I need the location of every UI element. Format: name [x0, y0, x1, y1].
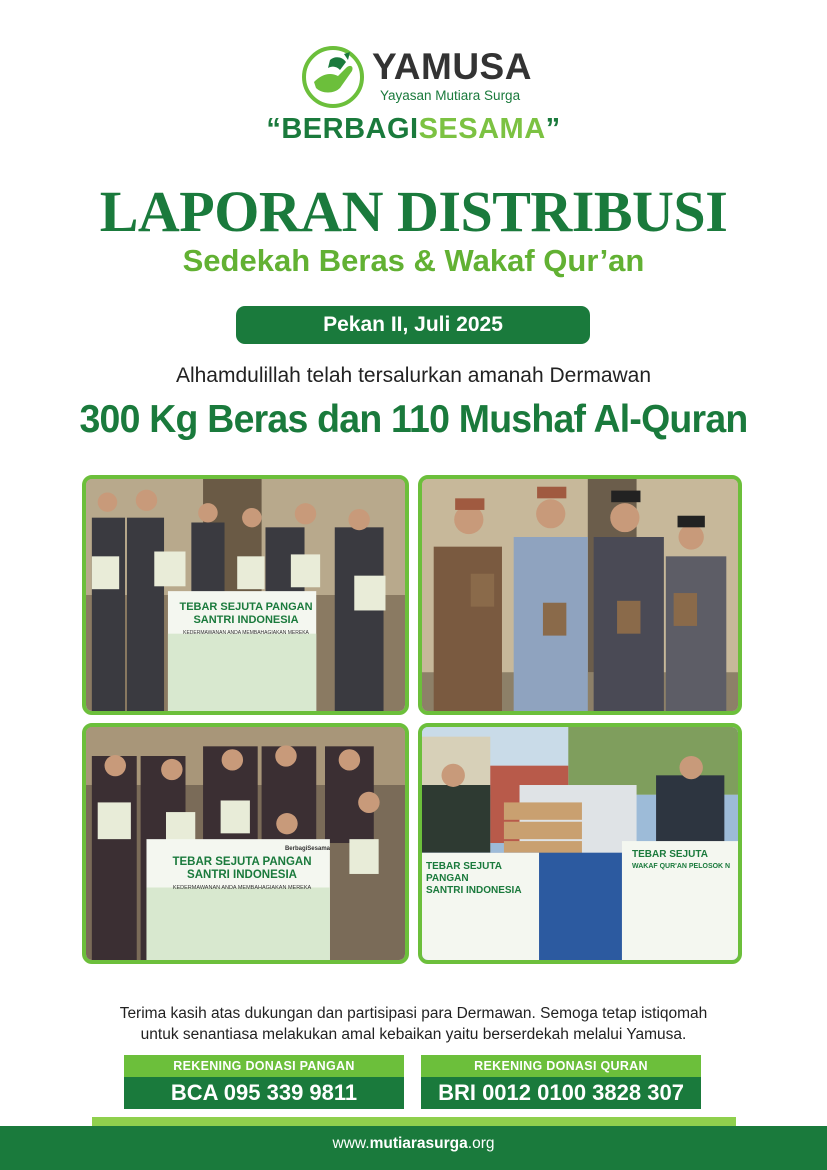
account-quran: [421, 1055, 701, 1109]
tagline-word-1: BERBAGI: [281, 113, 419, 145]
thanks-line-2: untuk senantiasa melakukan amal kebaikan yaitu berserdekah melalui Yamusa.: [140, 1026, 687, 1043]
banner-line-1: TEBAR SEJUTA PANGAN: [179, 601, 313, 613]
brand-name: YAMUSA: [372, 46, 532, 87]
banner-left-line-2: SANTRI INDONESIA: [426, 885, 522, 896]
banner-line-3: KEDERMAWANAN ANDA MEMBAHAGIAKAN MEREKA: [172, 885, 312, 891]
banner-line-1: TEBAR SEJUTA PANGAN: [172, 856, 312, 868]
banner-left-text: [426, 861, 542, 897]
tagline-word-2: SESAMA: [418, 113, 546, 145]
thanks-line-1: Terima kasih atas dukungan dan partisipasi para Dermawan. Semoga tetap istiqomah: [119, 1005, 708, 1022]
brand-subtitle: Yayasan Mutiara Surga: [380, 88, 521, 103]
logo: [300, 44, 540, 112]
headline: 300 Kg Beras dan 110 Mushaf Al-Quran: [79, 398, 748, 441]
tagline-open-quote: “: [266, 113, 282, 145]
account-quran-label: REKENING DONASI QURAN: [421, 1055, 701, 1077]
account-pangan: [124, 1055, 404, 1109]
distribution-photo-1: [82, 475, 409, 715]
account-pangan-number: BCA 095 339 9811: [124, 1077, 404, 1109]
hands-logo-icon: [300, 44, 366, 110]
thanks-message: [60, 1003, 767, 1045]
banner-left-line-1: TEBAR SEJUTA PANGAN: [426, 861, 502, 884]
distribution-photo-3: [82, 723, 409, 964]
tagline-close-quote: ”: [545, 113, 561, 145]
tagline: [0, 113, 827, 146]
banner-right-line-1: TEBAR SEJUTA: [632, 849, 708, 860]
period-badge: Pekan II, Juli 2025: [236, 306, 590, 344]
banner-text: [170, 601, 322, 640]
distribution-photo-4: [418, 723, 742, 964]
banner-right-text: [632, 849, 742, 873]
footer-prefix: www.: [332, 1135, 370, 1152]
banner-line-3: KEDERMAWANAN ANDA MEMBAHAGIAKAN MEREKA: [183, 630, 309, 636]
banner-line-2: SANTRI INDONESIA: [187, 869, 297, 881]
banner-top: BerbagiSesama: [284, 846, 330, 852]
banner-line-2: SANTRI INDONESIA: [193, 614, 299, 626]
page-title: LAPORAN DISTRIBUSI: [99, 179, 728, 244]
banner-right-line-2: WAKAF QUR'AN PELOSOK N: [632, 863, 731, 870]
footer: [0, 1126, 827, 1170]
account-pangan-label: REKENING DONASI PANGAN: [124, 1055, 404, 1077]
account-quran-number: BRI 0012 0100 3828 307: [421, 1077, 701, 1109]
banner-text: [148, 843, 336, 895]
page-subtitle: Sedekah Beras & Wakaf Qur’an: [182, 243, 645, 278]
distribution-photo-2: [418, 475, 742, 715]
footer-domain: mutiarasurga: [369, 1135, 468, 1152]
intro-text: Alhamdulillah telah tersalurkan amanah Dermawan: [175, 364, 652, 387]
footer-suffix: .org: [467, 1135, 495, 1152]
